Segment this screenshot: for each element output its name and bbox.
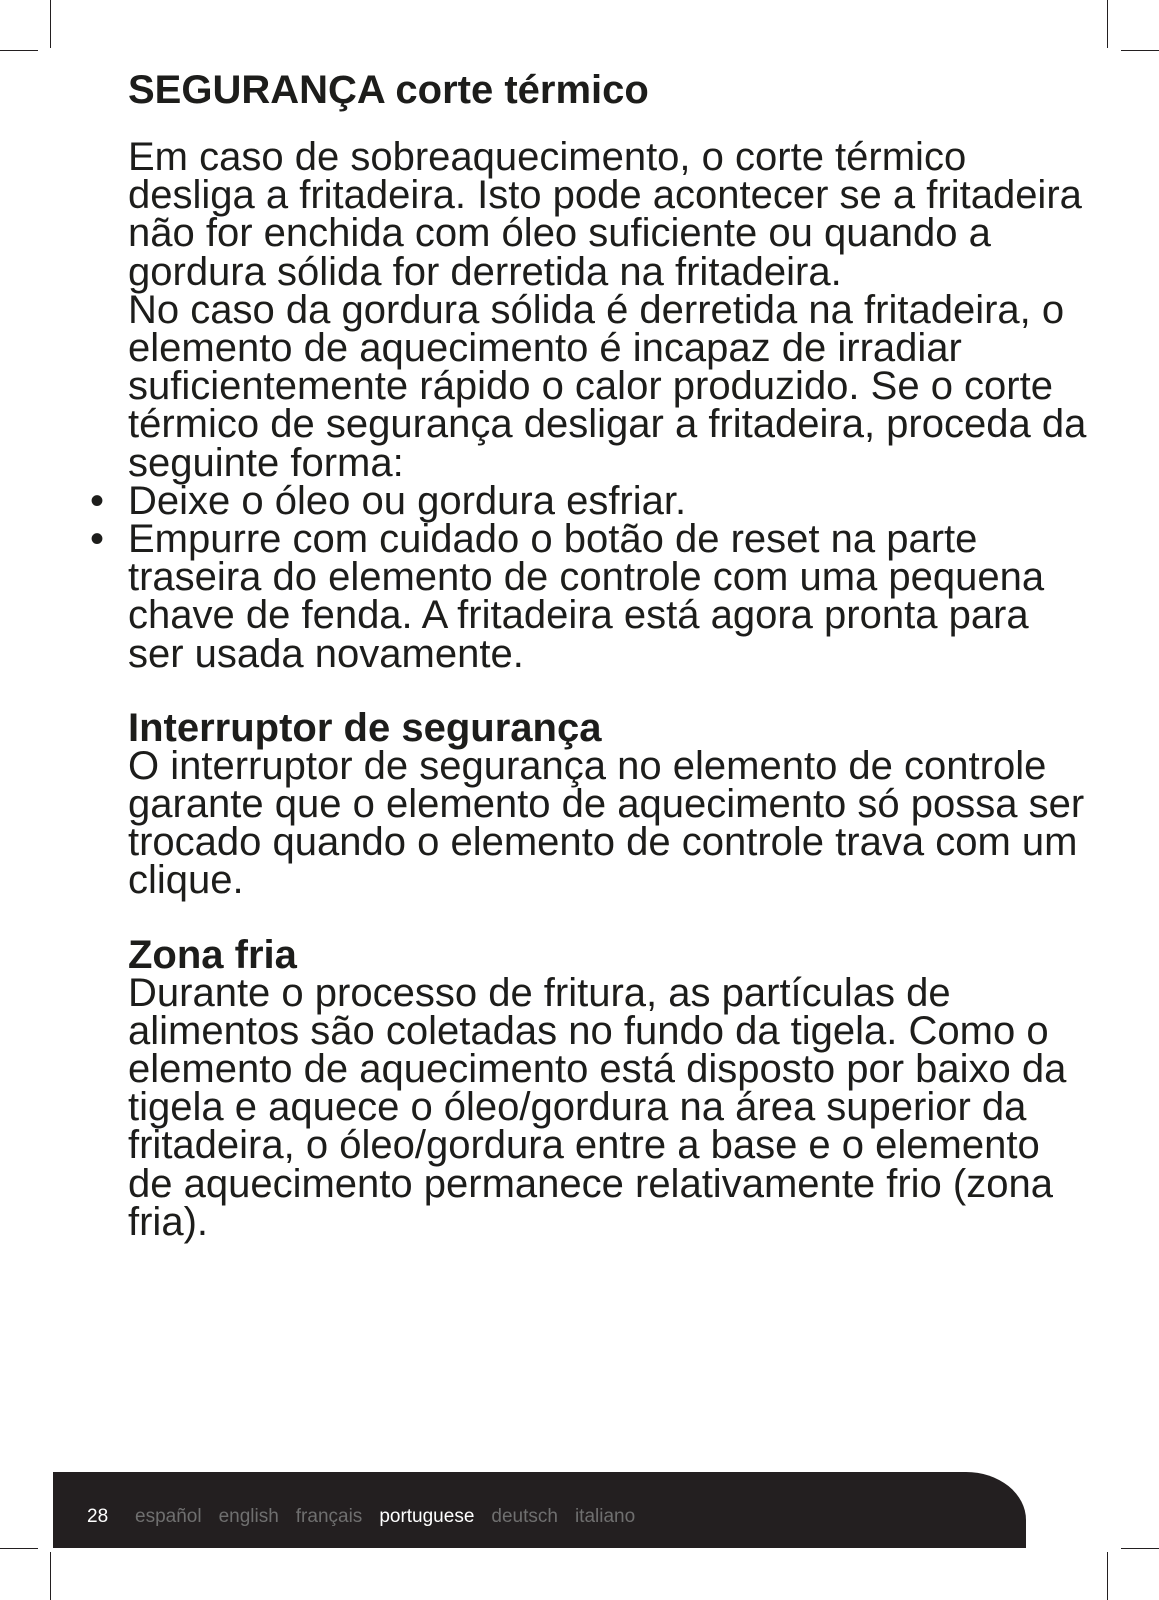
bullet-icon: •: [90, 478, 105, 523]
language-tab-italiano[interactable]: italiano: [574, 1506, 636, 1527]
list-item: [90, 517, 1088, 676]
footer-bar: [53, 1472, 1026, 1548]
language-tabs: [135, 1506, 635, 1528]
crop-mark: [50, 0, 51, 48]
crop-mark: [1121, 50, 1159, 51]
page-content: [90, 68, 1088, 1244]
list-item: [90, 478, 1088, 523]
intro-paragraph: No caso da gordura sólida é derretida na fritadeira, o elemento de aquecimento é incapaz de irradiar suficientemente rápido o calor produzido. Se o corte térmico de segurança desligar a fritadeira, proceda da seguinte forma:: [128, 287, 1087, 485]
crop-mark: [1121, 1548, 1159, 1549]
crop-mark: [1107, 0, 1108, 48]
language-tab-espanol[interactable]: español: [135, 1506, 202, 1527]
language-tab-portuguese[interactable]: portuguese: [379, 1506, 475, 1527]
crop-mark: [1107, 1552, 1108, 1600]
page-title: SEGURANÇA corte térmico: [128, 68, 649, 112]
crop-mark: [0, 1548, 38, 1549]
section-cold-zone: [128, 932, 1088, 1244]
crop-mark: [50, 1552, 51, 1600]
intro-paragraph: Em caso de sobreaquecimento, o corte térmico desliga a fritadeira. Isto pode acontecer se a fritadeira não for enchida com óleo suficiente ou quando a gordura sólida for derretida na fritadeira.: [128, 135, 1082, 294]
section-title: Zona fria: [128, 932, 297, 977]
crop-mark: [0, 50, 38, 51]
instruction-list: [90, 478, 1088, 676]
list-item-text: Deixe o óleo ou gordura esfriar.: [128, 478, 687, 523]
language-tab-deutsch[interactable]: deutsch: [491, 1506, 558, 1527]
section-body: O interruptor de segurança no elemento de controle garante que o elemento de aquecimento só possa ser trocado quando o elemento de controle trava com um clique.: [128, 743, 1085, 903]
page-number: 28: [87, 1506, 109, 1527]
language-tab-english[interactable]: english: [218, 1506, 279, 1527]
language-tab-francais[interactable]: français: [295, 1506, 363, 1527]
section-body: Durante o processo de fritura, as partículas de alimentos são coletadas no fundo da tigela. Como o elemento de aquecimento está disposto por baixo da tigela e aquece o óleo/gordura na área superior da fritadeira, o óleo/gordura entre a base e o elemento de aquecimento permanece relativamente frio (zona fria).: [128, 970, 1067, 1244]
section-title: Interruptor de segurança: [128, 705, 602, 750]
bullet-icon: •: [90, 517, 105, 562]
list-item-text: Empurre com cuidado o botão de reset na parte traseira do elemento de controle com uma pequena chave de fenda. A fritadeira está agora pronta para ser usada novamente.: [128, 517, 1045, 676]
section-safety-switch: [128, 705, 1088, 903]
